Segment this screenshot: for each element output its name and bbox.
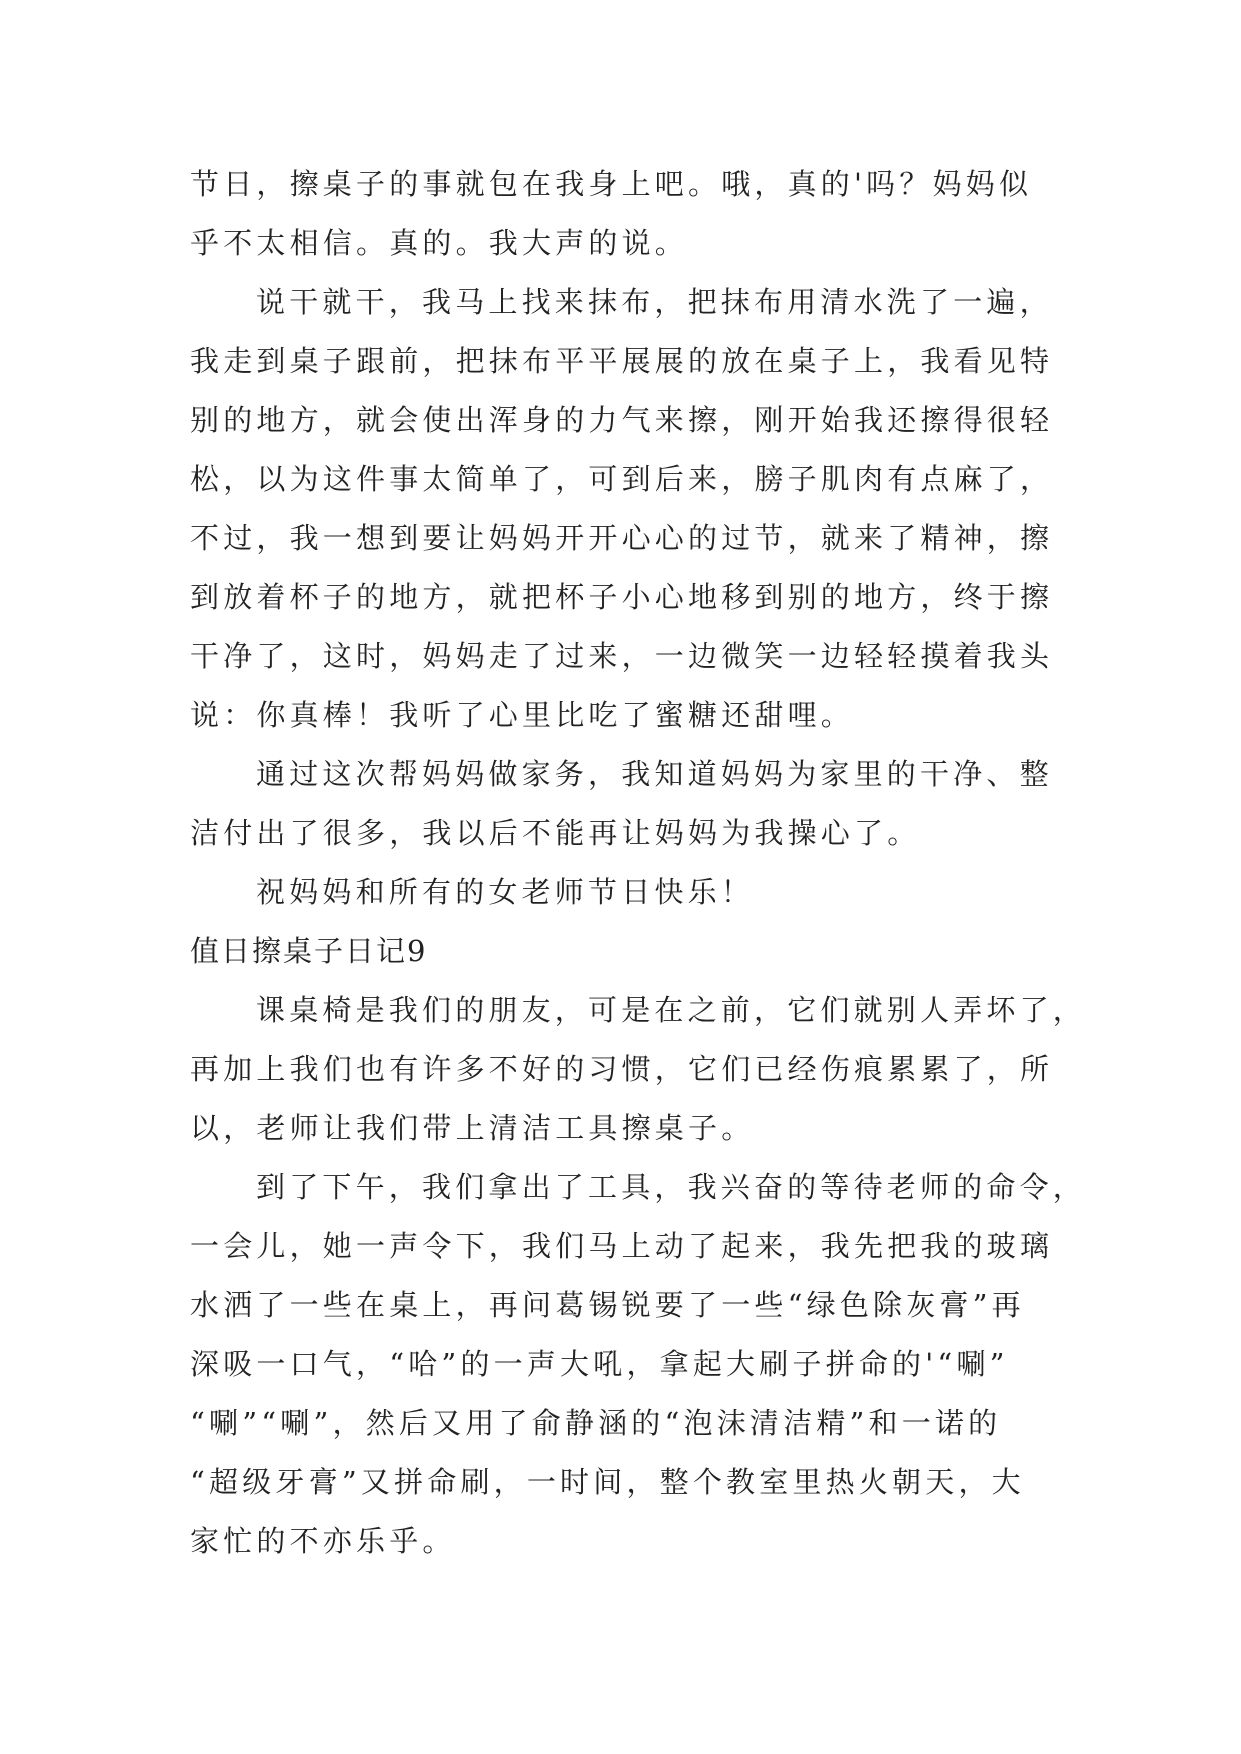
text-line: 不过，我一想到要让妈妈开开心心的过节，就来了精神，擦 <box>190 521 1054 555</box>
text-line: “唰”“唰”，然后又用了俞静涵的“泡沫清洁精”和一诺的 <box>190 1406 1002 1440</box>
section-heading: 值日擦桌子日记9 <box>190 934 428 968</box>
text-line: 到了下午，我们拿出了工具，我兴奋的等待老师的命令， <box>256 1170 1087 1204</box>
text-line: 干净了，这时，妈妈走了过来，一边微笑一边轻轻摸着我头 <box>190 639 1054 673</box>
text-line: 松，以为这件事太简单了，可到后来，膀子肌肉有点麻了， <box>190 462 1054 496</box>
text-line: 通过这次帮妈妈做家务，我知道妈妈为家里的干净、整 <box>256 757 1053 791</box>
text-line: 一会儿，她一声令下，我们马上动了起来，我先把我的玻璃 <box>190 1229 1054 1263</box>
text-line: 说：你真棒！我听了心里比吃了蜜糖还甜哩。 <box>190 698 855 732</box>
text-line: 洁付出了很多，我以后不能再让妈妈为我操心了。 <box>190 816 921 850</box>
text-line: “超级牙膏”又拼命刷，一时间，整个教室里热火朝天，大 <box>190 1465 1025 1499</box>
text-line: 课桌椅是我们的朋友，可是在之前，它们就别人弄坏了， <box>256 993 1087 1027</box>
text-line: 别的地方，就会使出浑身的力气来擦，刚开始我还擦得很轻 <box>190 403 1054 437</box>
text-line: 我走到桌子跟前，把抹布平平展展的放在桌子上，我看见特 <box>190 344 1054 378</box>
text-line: 深吸一口气，“哈”的一声大吼，拿起大刷子拼命的'“唰” <box>190 1347 1009 1381</box>
text-line: 说干就干，我马上找来抹布，把抹布用清水洗了一遍， <box>256 285 1053 319</box>
text-line: 水洒了一些在桌上，再问葛锡锐要了一些“绿色除灰膏”再 <box>190 1288 1025 1322</box>
text-line: 到放着杯子的地方，就把杯子小心地移到别的地方，终于擦 <box>190 580 1054 614</box>
text-line: 祝妈妈和所有的女老师节日快乐！ <box>256 875 755 909</box>
text-line: 节日，擦桌子的事就包在我身上吧。哦，真的'吗？妈妈似 <box>190 167 1033 201</box>
text-line: 以，老师让我们带上清洁工具擦桌子。 <box>190 1111 755 1145</box>
text-line: 再加上我们也有许多不好的习惯，它们已经伤痕累累了，所 <box>190 1052 1054 1086</box>
document-body <box>190 155 1087 1571</box>
text-line: 家忙的不亦乐乎。 <box>190 1524 456 1558</box>
text-line: 乎不太相信。真的。我大声的说。 <box>190 226 689 260</box>
